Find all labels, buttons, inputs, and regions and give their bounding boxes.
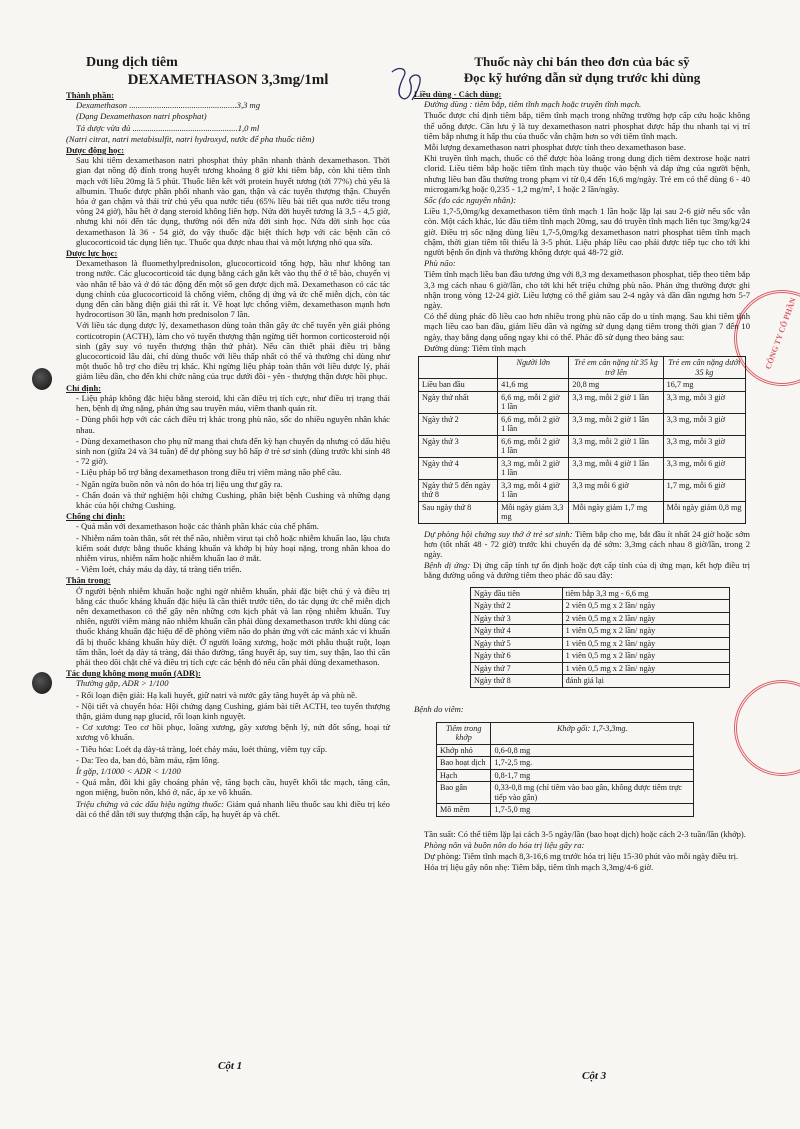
table-header-cell: Khớp gối: 1,7-3,3mg. [491,722,694,744]
cerebral-edema-label: Phù não: [424,258,456,269]
read-instructions-notice: Đọc kỹ hướng dẫn sử dụng trước khi dùng [463,70,701,85]
punch-hole-top [32,368,52,390]
nausea-text: Dự phòng: Tiêm tĩnh mạch 8,3-16,6 mg trước hóa trị liệu 15-30 phút vào mỗi ngày điều trị. [424,851,739,862]
table-cell: Ngày thứ 2 [419,413,498,435]
table-row [471,675,730,688]
indications-heading: Chỉ định: [66,382,102,393]
intra-articular-dosing-table [436,722,694,817]
table-cell: 0,33-0,8 mg (chỉ tiêm vào bao gân, không được tiêm trực tiếp vào gân) [491,782,694,804]
table-cell: 2 viên 0,5 mg x 2 lần/ ngày [562,600,729,613]
pharmacodynamics-text: Dexamethason là fluomethylprednisolon, glucocorticoid tổng hợp, hầu như không tan trong nước. Các glucocorticoid tác dụng bằng cách gắn kết vào thụ thể ở tế bào, chuyển vị vào nhân tế bào và ở đó tác động đến một số gen được dịch mã. Dexamethason có các tác dụng chính của glucocorticoid là chống viêm, chống dị ứng và ức chế miễn dịch, còn tác dụng đến cân bằng điện giải thì rất ít. Về hoạt lực chống viêm, dexamethason mạnh hơn hydrocortison 30 lần, mạnh hơn prednisolon 7 lần. [76,258,390,320]
table-cell: 1 viên 0,5 mg x 2 lần/ ngày [562,625,729,638]
table-cell: 0,8-1,7 mg [491,769,694,782]
adr-item: - Cơ xương: Teo cơ hồi phục, loãng xương, gãy xương bệnh lý, nứt đốt sống, hoại tử xương vô khuẩn. [76,722,390,743]
table-cell: Mỗi ngày giảm 3,3 mg [498,501,569,523]
table-row [419,501,746,523]
indication-item: - Liệu pháp không đặc hiệu bằng steroid, khi cần điều trị tích cực, như điều trị trạng thái hen, bệnh dị ứng nặng, phản ứng sau truyền máu, viêm thanh quản rít. [76,392,390,414]
adr-item: - Quá mẫn, đôi khi gây choáng phản vệ, tăng bạch cầu, huyết khối tắc mạch, tăng cân, ngon miệng, buồn nôn, khó ở, nấc, áp xe vô khuẩn. [76,777,390,798]
table-cell: Ngày thứ nhất [419,391,498,413]
table-cell: Bao gân [437,782,491,804]
cerebral-edema-dosing-table [418,356,746,524]
indication-item: - Dùng dexamethason cho phụ nữ mang thai chưa đến kỳ hạn chuyển dạ nhưng có dấu hiệu sinh non (giữa 24 và 34 tuần) để dự phòng suy hô hấp ở trẻ sơ sinh (dùng trước khi sinh 48 - 72 giờ). [76,435,390,467]
table-cell: Ngày thứ 2 [471,600,563,613]
pharmacokinetics-heading: Dược động học: [66,145,125,156]
table-cell: Ngày thứ 5 đến ngày thứ 8 [419,479,498,501]
cerebral-edema-route: Đường dùng: Tiêm tĩnh mạch [424,342,526,353]
precautions-text: Ở người bệnh nhiễm khuẩn hoặc nghi ngờ nhiễm khuẩn, phải đặc biệt chú ý và điều trị bằng các thuốc kháng khuẩn đặc hiệu là cần thiết trước tiên, do tác dụng ức chế miễn dịch nên dexamethason có thể gây nên những cơn kịch phát và lan rộng nhiễm khuẩn. Tuy nhiên, người viêm màng não nhiễm khuẩn cần phải dùng dexamethason trước khi dùng các thuốc kháng khuẩn đặc hiệu để đề phòng viêm não do phản ứng với các mảnh xác vi khuẩn đã bị thuốc kháng khuẩn hủy diệt. Ở người loãng xương, hoặc mới phẫu thuật ruột, loạn tâm thần, loét dạ dày tá tràng, đái tháo đường, tăng huyết áp, suy tim, suy thận, lao thì cần phải theo dõi chặt chẽ và điều trị tích cực các bệnh đó nếu cần phải dùng dexamethason. [76,585,390,667]
neonatal-prevention-label: Dự phòng hội chứng suy thở ở trẻ sơ sinh: [424,528,573,539]
table-header-cell [419,357,498,379]
adr-withdrawal-label: Triệu chứng và các dấu hiệu ngừng thuốc: [76,798,225,809]
allergy-text: Dị ứng cấp tính tự ổn định hoặc đợt cấp tính của dị ứng mạn, kết hợp điều trị bằng đường uống và đường tiêm theo phác đồ sau đây: [424,560,750,581]
dosage-paragraph: Thuốc được chỉ định tiêm bắp, tiêm tĩnh mạch trong những trường hợp cấp cứu hoặc không thể uống được. Cần lưu ý là tuy dexamethason natri phosphat được hấp thu nhanh tại vị trí tiêm bắp nhưng ít hấp thu của thuốc vẫn chậm hơn so với tiêm tĩnh mạch. [424,110,750,141]
table-row [437,804,694,817]
table-header-row [419,357,746,379]
table-header-cell: Trẻ em cân nặng từ 35 kg trở lên [569,357,663,379]
table-cell: Liều ban đầu [419,379,498,392]
composition-heading: Thành phần: [66,90,115,100]
inflammatory-disease-label: Bệnh do viêm: [414,703,464,714]
table-cell: 3,3 mg, mỗi 6 giờ [663,457,745,479]
contraindication-item: - Nhiễm nấm toàn thân, sốt rét thể não, nhiễm virut tại chỗ hoặc nhiễm khuẩn lao, lậu chưa kiểm soát được bằng thuốc kháng khuẩn và khớp bị hủy hoại nặng, trong nhãn khoa do nhiễm virus, nhiễm nấm hoặc nhiễm khuẩn lao ở mắt. [76,532,390,563]
table-row [419,413,746,435]
table-row [419,457,746,479]
adr-item: - Rối loạn điện giải: Hạ kali huyết, giữ natri và nước gây tăng huyết áp và phù nề. [76,689,358,700]
nausea-text: Hóa trị liệu gây nôn nhẹ: Tiêm bắp, tiêm tĩnh mạch 3,3mg/4-6 giờ. [424,862,654,873]
adr-withdrawal-body: Giảm quá nhanh liều thuốc sau khi điều trị kéo dài có thể dẫn tới suy thượng thận cấp, hạ huyết áp và chết. [76,798,390,819]
table-cell: 6,6 mg, mỗi 2 giờ 1 lần [498,413,569,435]
table-cell: 1 viên 0,5 mg x 2 lần/ ngày [562,662,729,675]
shock-text: Liều 1,7-5,0mg/kg dexamethason tiêm tĩnh mạch 1 lần hoặc lặp lại sau 2-6 giờ nếu sốc vẫn còn. Một cách khác, lúc đầu tiêm tĩnh mạch 20mg, sau đó truyền tĩnh mạch liên tục 3mg/kg/24 giờ. Điều trị sốc nặng dùng liều 1,7-5,0mg/kg dexamethason natri phosphat tiêm tĩnh mạch chậm, thời gian tiêm tối thiểu là 3-5 phút. Liệu pháp liều cao phải được tiếp tục cho tới khi người bệnh ổn định và thường không được quá 48-72 giờ. [424,206,751,258]
table-cell: 3,3 mg, mỗi 4 giờ 1 lần [498,479,569,501]
table-row [471,662,730,675]
table-cell: 1 viên 0,5 mg x 2 lần/ ngày [562,637,729,650]
table-header-cell: Người lớn [498,357,569,379]
table-cell: 3,3 mg, mỗi 2 giờ 1 lần [569,435,663,457]
table-cell: 1,7-5,0 mg [491,804,694,817]
table-cell: Ngày thứ 7 [471,662,563,675]
contraindication-item: - Viêm loét, chảy máu dạ dày, tá tràng tiến triển. [76,564,242,575]
composition-line: (Natri citrat, natri metabisulfit, natri hydroxyd, nước để pha thuốc tiêm) [66,133,315,144]
table-cell: đánh giá lại [562,675,729,688]
product-form-title: Dung dịch tiêm [86,55,178,70]
table-cell: 1,7 mg, mỗi 6 giờ [663,479,745,501]
adr-item: - Nội tiết và chuyển hóa: Hội chứng dạng Cushing, giảm bài tiết ACTH, teo tuyến thượng thận, giảm dung nạp glucid, rối loạn kinh nguyệt. [76,700,390,721]
table-cell: 3,3 mg, mỗi 3 giờ [663,435,745,457]
table-row [471,625,730,638]
product-name-title: DEXAMETHASON 3,3mg/1ml [127,72,329,88]
table-cell: 2 viên 0,5 mg x 2 lần/ ngày [562,612,729,625]
adverse-reactions-heading: Tác dụng không mong muốn (ADR): [66,668,201,679]
contraindication-item: - Quá mẫn với dexamethason hoặc các thành phần khác của chế phẩm. [76,521,319,532]
table-row [419,391,746,413]
table-cell: Khớp nhỏ [437,744,491,757]
composition-line: Dexamethason ..................................................3,3 mg [76,100,261,111]
composition-line: (Dạng Dexamethason natri phosphat) [76,111,207,122]
table-cell: 6,6 mg, mỗi 2 giờ 1 lần [498,391,569,413]
neonatal-prevention-text: Tiêm bắp cho mẹ, bắt đầu ít nhất 24 giờ hoặc sớm hơn (tốt nhất 48 - 72 giờ) trước khi chuyển dạ đẻ sớm: 3,3mg cách nhau 8 giờ/lần, trong 2 ngày. [424,528,750,559]
table-cell: 1 viên 0,5 mg x 2 lần/ ngày [562,650,729,663]
nausea-label: Phòng nôn và buồn nôn do hóa trị liệu gây ra: [424,840,585,850]
indication-item: - Dùng phối hợp với các cách điều trị khác trong phù não, sốc do nhiều nguyên nhân khác nhau. [76,414,390,435]
table-cell: Ngày thứ 4 [419,457,498,479]
column-3-footer: Cột 3 [582,1070,607,1082]
column-1-footer: Cột 1 [218,1060,243,1072]
adr-item: - Tiêu hóa: Loét dạ dày-tá tràng, loét chảy máu, loét thủng, viêm tụy cấp. [76,743,328,754]
precautions-heading: Thận trọng: [66,575,111,586]
table-cell: Ngày thứ 8 [471,675,563,688]
adr-withdrawal-text [66,799,390,819]
dosage-paragraph: Khi truyền tĩnh mạch, thuốc có thể được hòa loãng trong dung dịch tiêm dextrose hoặc natri clorid. Liều tiêm bắp hoặc tiêm tĩnh mạch tùy thuộc vào bệnh và đáp ứng của người bệnh, nhưng liều ban đầu thường trong phạm vi từ 0,4 đến 16,6 mg/ngày. Trẻ em có thể dùng 6 - 40 microgam/kg hoặc 0,235 - 1,2 mg/m², 1 hoặc 2 lần/ngày. [424,153,750,194]
composition-line: Tá dược vừa đủ .................................................1,0 ml [76,122,260,133]
table-cell: Mỗi ngày giảm 1,7 mg [569,501,663,523]
table-cell: Mô mềm [437,804,491,817]
adr-frequency-rare: Ít gặp, 1/1000 < ADR < 1/100 [76,766,181,776]
table-cell: 3,3 mg, mỗi 3 giờ [663,413,745,435]
table-header-row [437,722,694,744]
table-row [471,587,730,600]
table-row [419,479,746,501]
table-row [471,650,730,663]
table-cell: 3,3 mg, mỗi 2 giờ 1 lần [498,457,569,479]
allergy-label: Bệnh dị ứng: [424,560,471,571]
table-row [437,757,694,770]
table-cell: 3,3 mg, mỗi 2 giờ 1 lần [569,413,663,435]
adr-item: - Da: Teo da, ban đỏ, bầm máu, rậm lông. [76,754,220,765]
table-row [437,769,694,782]
cerebral-edema-text: Có thể dùng phác đồ liều cao hơn nhiều trong phù não cấp do u tính mạng. Sau khi tiêm tĩnh mạch liều cao ban đầu, giảm liều dần và ngừng sử dụng dạng tiêm trong thời gian 7 đến 10 ngày, thay bằng dạng uống ngay khi có thể. Phác đồ sử dụng theo bảng sau: [424,311,750,342]
table-row [419,379,746,392]
table-cell: 6,6 mg, mỗi 2 giờ 1 lần [498,435,569,457]
shock-label: Sốc (do các nguyên nhân): [424,195,517,206]
table-cell: 16,7 mg [663,379,745,392]
table-row [471,612,730,625]
table-row [437,782,694,804]
table-cell: 41,6 mg [498,379,569,392]
table-cell: Mỗi ngày giảm 0,8 mg [663,501,745,523]
stamp-text: CÔNG TY CỔ PHẦN [763,296,798,371]
table-cell: 3,3 mg mỗi 6 giờ [569,479,663,501]
table-header-cell: Tiêm trong khớp [437,722,491,744]
right-column [414,22,750,874]
route-text: Đường dùng : tiêm bắp, tiêm tĩnh mạch hoặc truyền tĩnh mạch. [424,99,642,110]
indication-item: - Liệu pháp bổ trợ bằng dexamethason trong điều trị viêm màng não phế cầu. [76,467,342,478]
indication-item: - Ngăn ngừa buồn nôn và nôn do hóa trị liệu ung thư gây ra. [76,478,283,489]
table-cell: Hạch [437,769,491,782]
cerebral-edema-text: Tiêm tĩnh mạch liều ban đầu tương ứng với 8,3 mg dexamethason phosphat, tiếp theo tiêm bắp 3,3 mg cách nhau 6 giờ/lần, cho tới khi hết triệu chứng phù não. Phản ứng thường được ghi nhận trong vòng 12-24 giờ. Liều lượng có thể giảm sau 2-4 ngày và dần dần ngưng hơn 5-7 ngày. [424,269,750,311]
table-cell: Ngày thứ 3 [419,435,498,457]
pharmacokinetics-text: Sau khi tiêm dexamethason natri phosphat thủy phân nhanh thành dexamethason. Thời gian đạt nồng độ đỉnh trong huyết tương khoảng 8 giờ khi tiêm bắp, còn khi tiêm tĩnh mạch với liều 20mg là 5 phút. Thuốc liên kết với protein huyết tương (tới 77%) chủ yếu là albumin. Thuốc được phân phối nhanh vào gan, thận và các tuyến thượng thận. Chuyển hóa ở gan chậm và thải trừ chủ yếu qua nước tiểu (65% liều bài tiết qua nước tiểu trong vòng 24 giờ), hầu hết ở dạng steroid không liên hợp. Nửa đời huyết tương là 3,5 - 4,5 giờ, nhưng khi nói đến tác dụng, thường nói đến nửa đời sinh học. Nửa đời sinh học của dexamethason là 36 - 54 giờ, do vậy thuốc đặc biệt thích hợp với các bệnh cần có glucocorticoid tác dụng liên tục. Thuốc qua được nhau thai và một lượng nhỏ qua sữa. [76,155,390,247]
table-cell: 3,3 mg, mỗi 2 giờ 1 lần [569,391,663,413]
table-cell: Sau ngày thứ 8 [419,501,498,523]
left-column [66,22,390,820]
table-cell: Ngày thứ 3 [471,612,563,625]
frequency-text: Tần suất: Có thể tiêm lặp lại cách 3-5 ngày/lần (bao hoạt dịch) hoặc cách 2-3 tuần/lần (khớp). [424,828,746,839]
pharmacodynamics-text: Với liều tác dụng dược lý, dexamethason dùng toàn thân gây ức chế tuyến yên giải phóng corticotropin (ACTH), làm cho vỏ tuyến thượng thận ngừng tiết hormon corticosteroid nội sinh (gây suy vỏ tuyến thượng thận thứ phát). Nếu cần thiết phải điều trị bằng glucocorticoid lâu dài, chỉ dùng thuốc với liều thấp nhất có thể và thường chỉ dùng như một thuốc hỗ trợ cho điều trị khác. Khi ngừng liệu pháp toàn thân với liều dược lý, phải giảm liều dần, cho đến khi chức năng của trục dưới đồi - yên - thượng thận được hồi phục. [76,320,390,382]
allergy-dosing-table [470,587,730,688]
table-row [471,637,730,650]
punch-hole-bottom [32,672,52,694]
contraindications-heading: Chống chỉ định: [66,511,126,522]
adr-frequency-common: Thường gặp, ADR > 1/100 [76,678,169,689]
table-row [437,744,694,757]
table-cell: 1,7-2,5 mg. [491,757,694,770]
table-row [419,435,746,457]
table-cell: Ngày thứ 4 [471,625,563,638]
table-cell: Ngày đầu tiên [471,587,563,600]
dosage-heading: Liều dùng - Cách dùng: [414,89,502,99]
table-cell: 3,3 mg, mỗi 4 giờ 1 lần [569,457,663,479]
table-row [471,600,730,613]
table-cell: Ngày thứ 5 [471,637,563,650]
pharmacodynamics-heading: Dược lực học: [66,248,118,259]
table-cell: 3,3 mg, mỗi 3 giờ [663,391,745,413]
prescription-notice: Thuốc này chỉ bán theo đơn của bác sỹ [474,54,690,69]
dosage-paragraph: Mỗi lượng dexamethason natri phosphat được tính theo dexamethason base. [424,142,686,153]
table-cell: tiêm bắp 3,3 mg - 6,6 mg [562,587,729,600]
table-cell: 20,8 mg [569,379,663,392]
table-cell: Bao hoạt dịch [437,757,491,770]
table-header-cell: Trẻ em cân nặng dưới 35 kg [663,357,745,379]
indication-item: - Chẩn đoán và thử nghiệm hội chứng Cushing, phân biệt bệnh Cushing và những dạng khác của hội chứng Cushing. [76,489,390,510]
table-cell: Ngày thứ 6 [471,650,563,663]
table-cell: 0,6-0,8 mg [491,744,694,757]
